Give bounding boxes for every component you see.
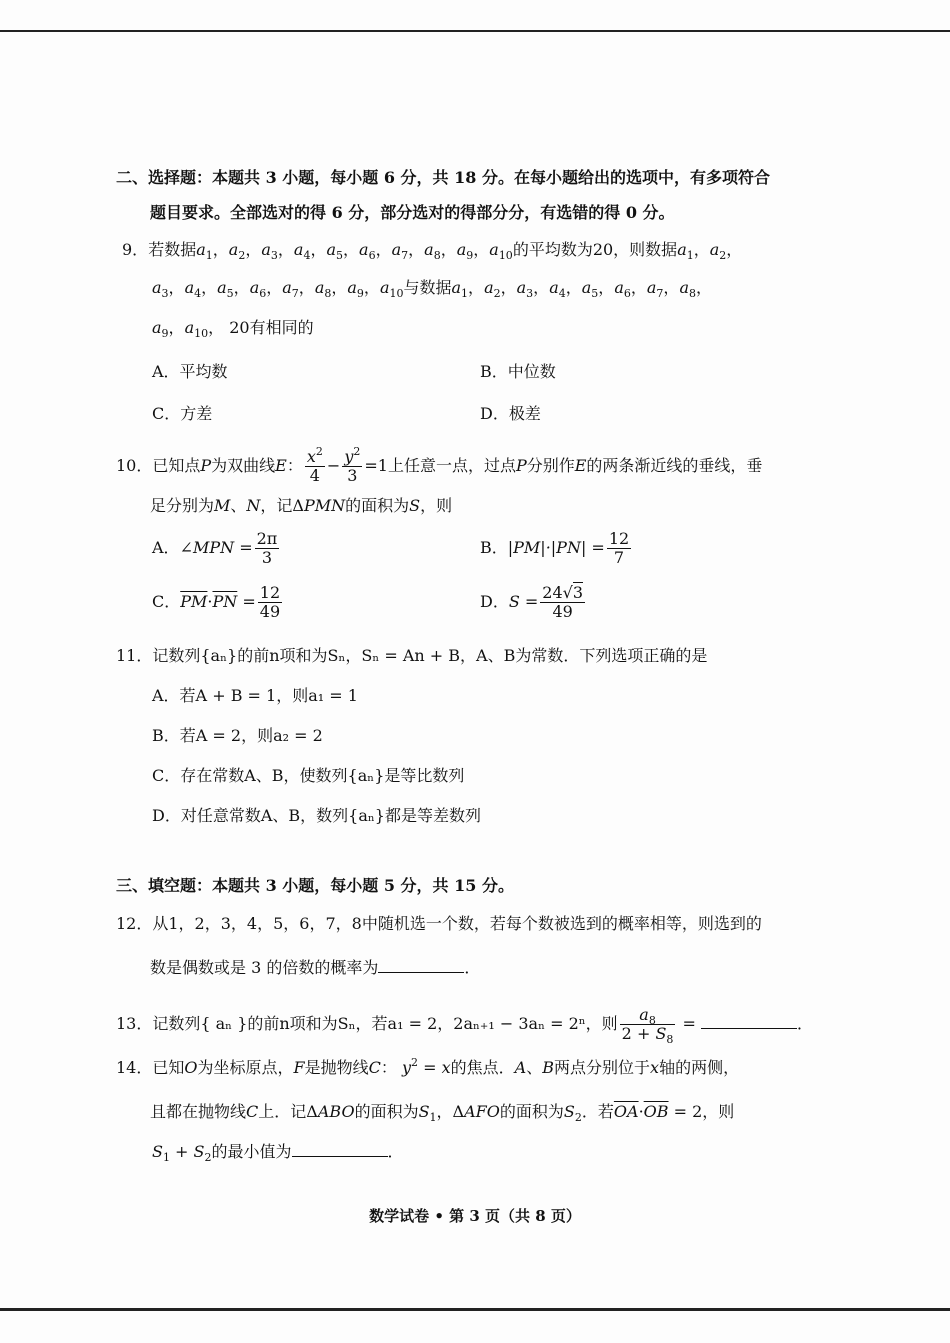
q9-line1: 9．若数据$a_1$，$a_2$，$a_3$，$a_4$，$a_5$，$a_6$，$a_7$，$a_8$，$a_9$，$a_{10}$的平均数为20，则数据$a_1$，$a_2$， (122, 240, 743, 262)
q13-answer-blank[interactable] (701, 1012, 797, 1029)
q10-option-d: D．S = $\frac{24√3}{49}$ (480, 583, 584, 621)
q10-option-b: B．|PM|·|PN| = $\frac{12}{7}$ (480, 529, 630, 567)
q9-number: 9． (122, 240, 149, 259)
q11-option-b: B．若A = 2，则a₂ = 2 (152, 726, 323, 745)
q10-number: 10． (116, 456, 153, 475)
q9-option-b: B．中位数 (480, 362, 556, 381)
q12-line2: 数是偶数或是 3 的倍数的概率为 ． (150, 958, 481, 977)
q11-stem: 11．记数列{aₙ}的前n项和为Sₙ，Sₙ = An + B，A、B为常数．下列选项正确的是 (116, 646, 708, 665)
q10-line2: 足分别为M、N，记ΔPMN的面积为S，则 (150, 496, 453, 515)
q10-line1: 10．已知点P为双曲线E： $\frac{x^2}{4}$ − $\frac{y^2}{3}$ =1上任意一点，过点P分别作E的两条渐近线的垂线，垂 (116, 445, 763, 485)
section2-heading-line1: 二、选择题：本题共 3 小题，每小题 6 分，共 18 分。在每小题给出的选项中，有多项符合 (116, 168, 770, 187)
q9-line2: $a_3$，$a_4$，$a_5$，$a_6$，$a_7$，$a_8$，$a_9$，$a_{10}$与数据$a_1$，$a_2$，$a_3$，$a_4$，$a_5$，$a_6$，$a_7$，$a_8$， (152, 278, 712, 300)
q13-number: 13． (116, 1014, 153, 1033)
q10-option-a: A．∠MPN = $\frac{2\pi}{3}$ (152, 529, 278, 567)
bottom-border (0, 1308, 950, 1311)
q11-option-c: C．存在常数A、B，使数列{aₙ}是等比数列 (152, 766, 465, 785)
q11-option-d: D．对任意常数A、B，数列{aₙ}都是等差数列 (152, 806, 481, 825)
section2-heading-line2: 题目要求。全部选对的得 6 分，部分选对的得部分分，有选错的得 0 分。 (150, 203, 675, 222)
q14-line2: 且都在抛物线C上．记ΔABO的面积为$S_1$，ΔAFO的面积为$S_2$．若$\overline{OA}\cdot\overline{OB} = 2$，则 (150, 1102, 735, 1124)
q9-option-a: A．平均数 (152, 362, 228, 381)
q10-option-c: C．$\overline{PM}\cdot\overline{PN}$ = $\frac{12}{49}$ (152, 583, 281, 621)
section3-heading: 三、填空题：本题共 3 小题，每小题 5 分，共 15 分。 (116, 876, 514, 895)
q11-option-a: A．若A + B = 1，则a₁ = 1 (152, 686, 358, 705)
q14-line3: $S_1 + S_2$的最小值为 ． (152, 1142, 404, 1164)
q14-line1: 14．已知O为坐标原点，F是抛物线C： $y^2 = x$的焦点．A、B两点分别位于x轴的两侧， (116, 1056, 740, 1077)
q9-option-c: C．方差 (152, 404, 213, 423)
page-footer: 数学试卷 • 第 3 页（共 8 页） (369, 1207, 581, 1225)
q10-fraction-x: $\frac{x^2}{4}$ (306, 445, 323, 485)
q13-line: 13．记数列{ aₙ }的前n项和为Sₙ，若a₁ = 2，2aₙ₊₁ − 3aₙ = 2ⁿ，则 $\frac{a_8}{2 + S_8}$ = ． (116, 1005, 813, 1046)
q12-answer-blank[interactable] (378, 956, 464, 973)
q14-answer-blank[interactable] (292, 1140, 388, 1157)
q12-line1: 12．从1，2，3，4，5，6，7，8中随机选一个数，若每个数被选到的概率相等，则选到的 (116, 914, 762, 933)
q9-option-d: D．极差 (480, 404, 541, 423)
q9-line3: $a_9$，$a_{10}$， 20有相同的 (152, 318, 314, 340)
q13-fraction: $\frac{a_8}{2 + S_8}$ (621, 1005, 674, 1046)
q10-fraction-y: $\frac{y^2}{3}$ (344, 445, 361, 485)
q11-number: 11． (116, 646, 153, 665)
q12-number: 12． (116, 914, 153, 933)
top-border (0, 30, 950, 32)
q14-number: 14． (116, 1058, 153, 1077)
